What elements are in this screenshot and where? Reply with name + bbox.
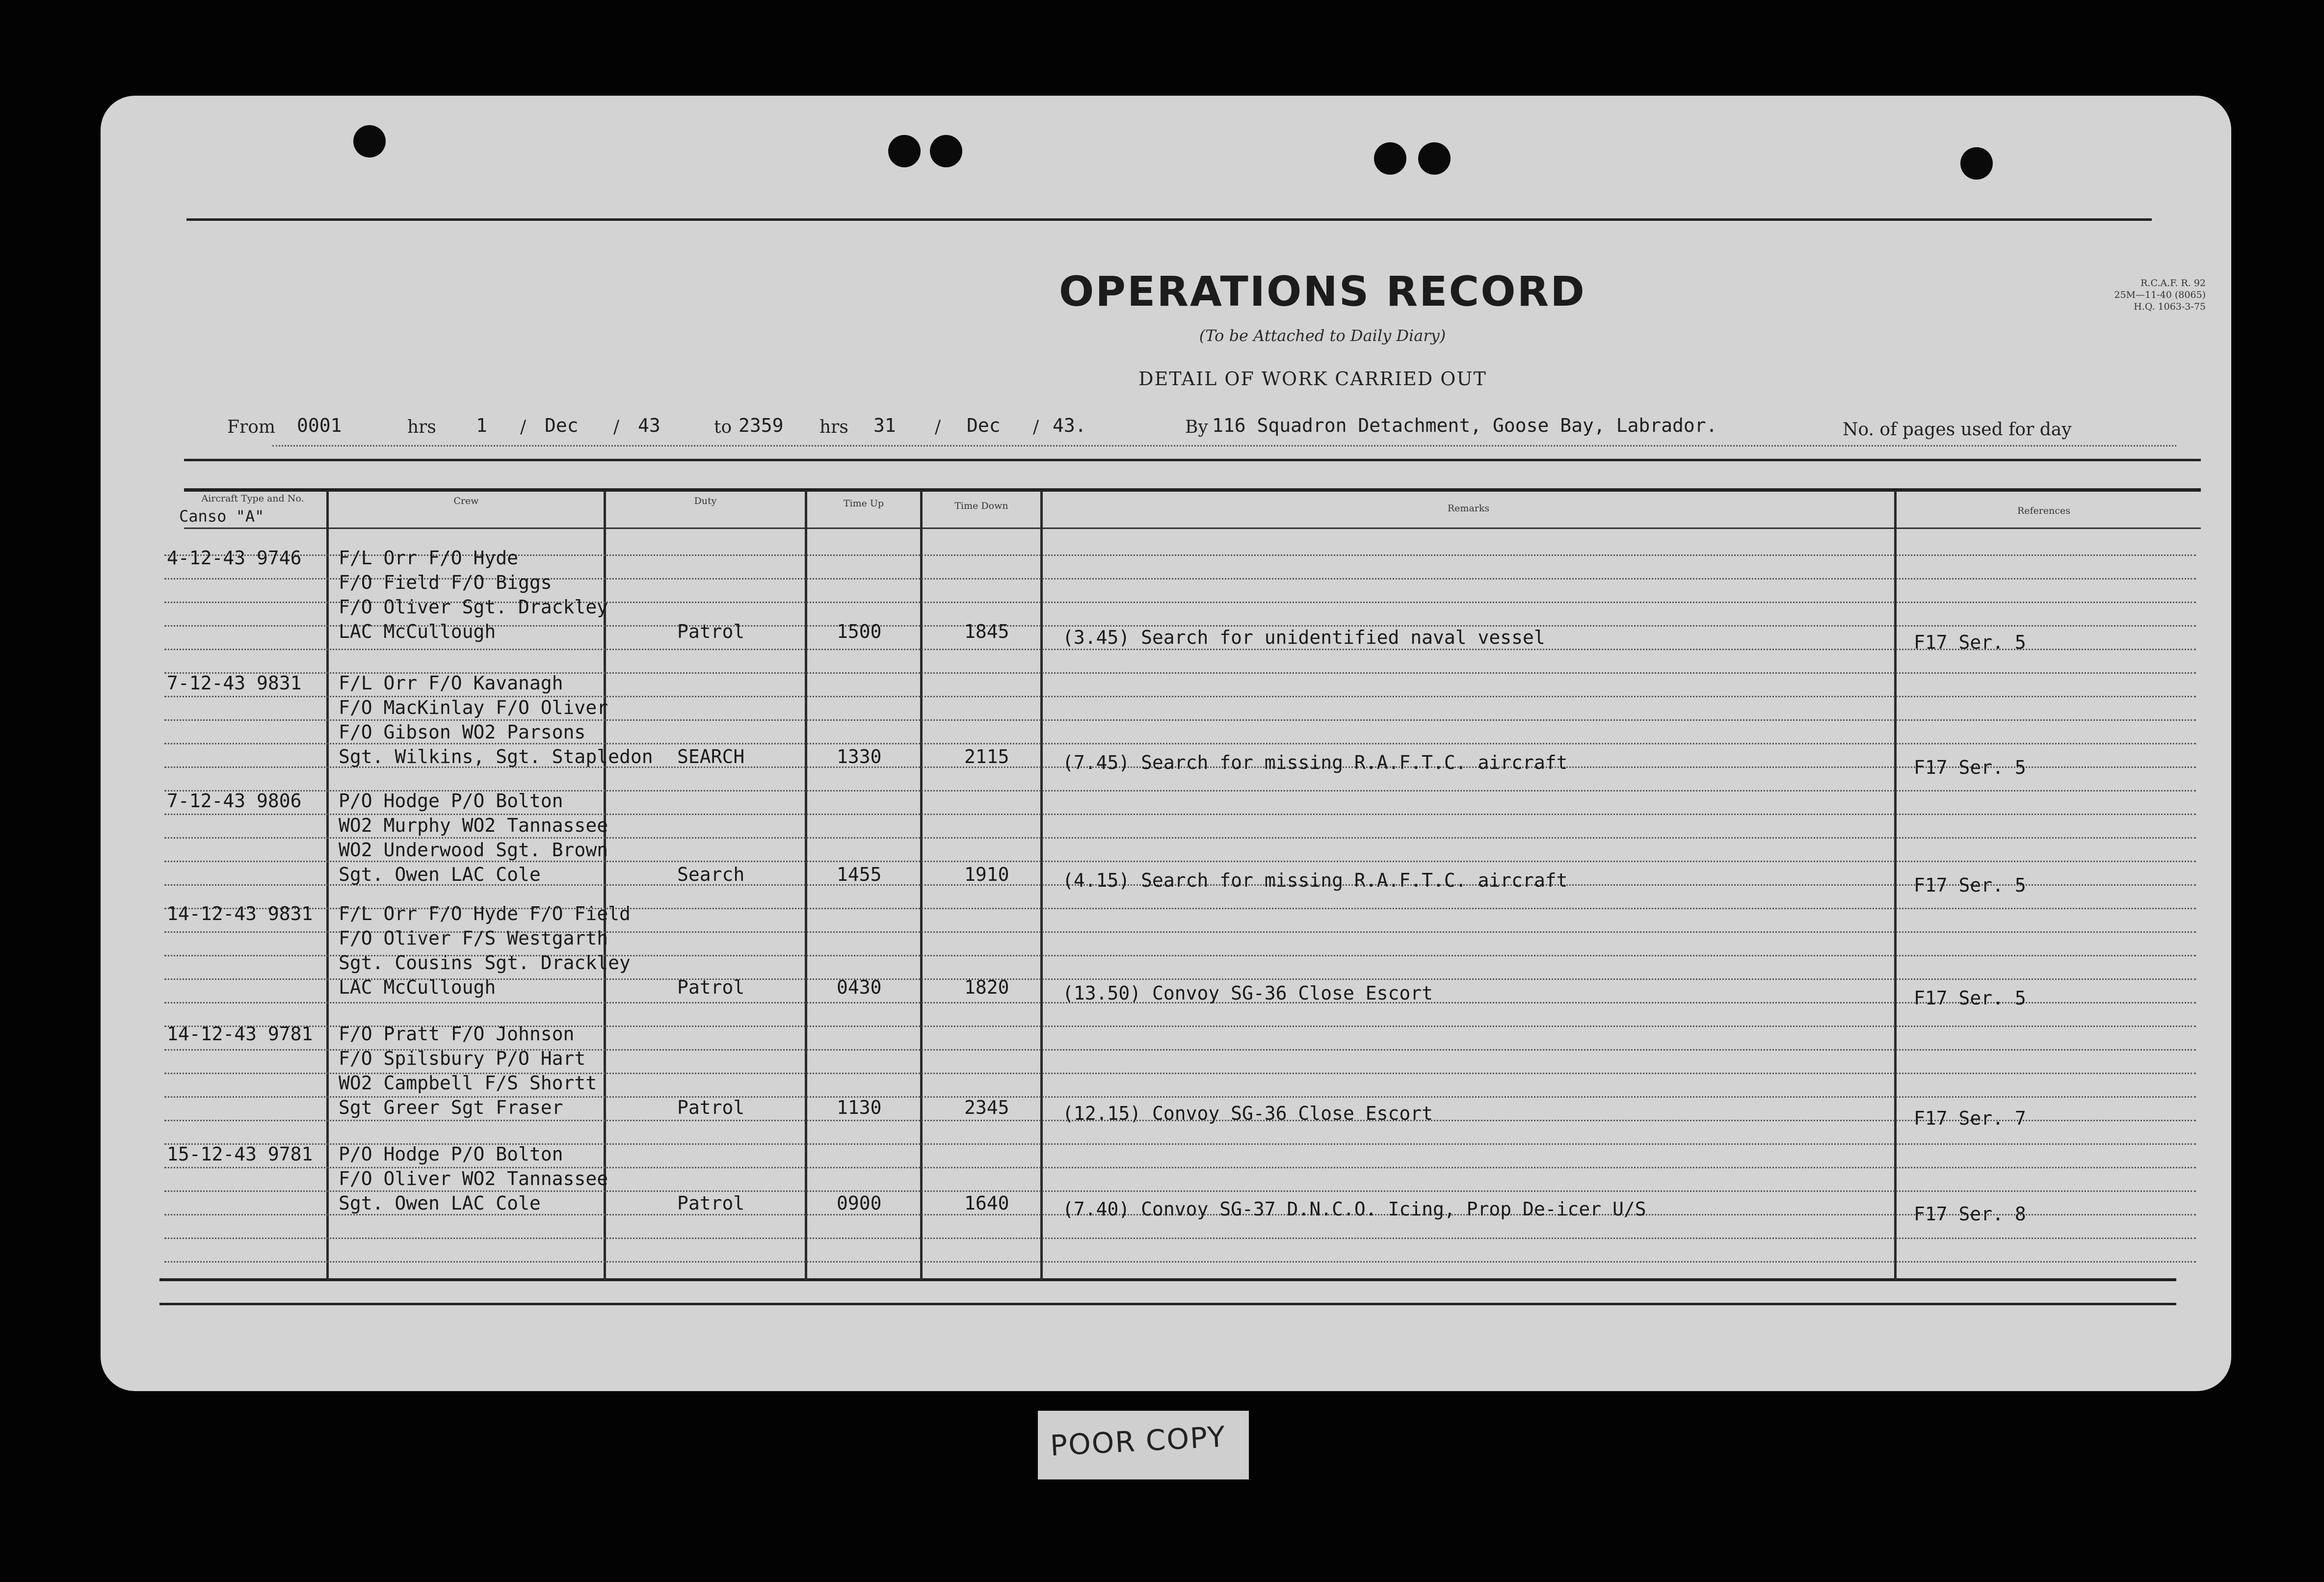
col-divider-6	[1894, 491, 1897, 1281]
col-divider-1	[326, 491, 329, 1281]
to-day: 31	[873, 415, 896, 436]
col-divider-3	[805, 491, 807, 1281]
period-dotted-line	[272, 445, 2176, 447]
header-bottom-rule	[184, 527, 2201, 529]
header-remarks: Remarks	[1447, 503, 1490, 514]
punch-hole-1	[353, 125, 386, 158]
form-number-line-1: R.C.A.F. R. 92	[2140, 278, 2206, 289]
entry-remarks: (7.40) Convoy SG-37 D.N.C.O. Icing, Prop De-icer U/S	[1062, 1198, 1646, 1220]
entry-reference: F17 Ser. 5	[1914, 632, 2026, 653]
ruling-line	[164, 719, 2196, 721]
to-time: 2359	[739, 415, 784, 436]
entry-reference: F17 Ser. 5	[1914, 987, 2026, 1009]
header-time-down: Time Down	[954, 501, 1008, 511]
header-aircraft: Aircraft Type and No.	[201, 493, 304, 504]
hrs-label-2: hrs	[819, 417, 848, 437]
punch-hole-4	[1374, 142, 1406, 175]
unit-name: 116 Squadron Detachment, Goose Bay, Labrador.	[1212, 415, 1717, 436]
top-rule	[186, 218, 2152, 221]
aircraft-type-value: Canso "A"	[179, 507, 264, 526]
slash-3: /	[935, 417, 941, 437]
entry-duty: Patrol	[677, 1097, 745, 1118]
entry-crew-line: WO2 Campbell F/S Shortt	[339, 1072, 597, 1094]
header-references: References	[2017, 505, 2071, 516]
entry-crew-line: Sgt. Owen LAC Cole	[339, 864, 541, 885]
ruling-line	[164, 743, 2196, 744]
entry-time-up: 0900	[837, 1192, 882, 1214]
entry-time-down: 1845	[964, 621, 1009, 642]
to-month: Dec	[967, 415, 1001, 436]
entry-crew-line: LAC McCullough	[339, 621, 496, 642]
table-bottom-rule-2	[159, 1303, 2176, 1305]
table-top-rule-1	[184, 459, 2201, 461]
entry-crew-line: P/O Hodge P/O Bolton	[339, 790, 563, 812]
entry-crew-line: P/O Hodge P/O Bolton	[339, 1143, 563, 1165]
from-time: 0001	[297, 415, 342, 436]
entry-time-up: 1330	[837, 746, 882, 767]
entry-remarks: (3.45) Search for unidentified naval vessel	[1062, 627, 1545, 648]
detail-heading: DETAIL OF WORK CARRIED OUT	[1138, 368, 1487, 390]
entry-crew-line: F/O MacKinlay F/O Oliver	[339, 697, 608, 718]
ruling-line	[164, 1190, 2196, 1192]
entry-time-down: 1910	[964, 864, 1009, 885]
punch-hole-6	[1960, 147, 1993, 180]
entry-crew-line: F/O Oliver WO2 Tannassee	[339, 1168, 608, 1189]
entry-crew-line: WO2 Underwood Sgt. Brown	[339, 839, 608, 861]
entry-crew-line: F/O Gibson WO2 Parsons	[339, 721, 586, 743]
entry-remarks: (7.45) Search for missing R.A.F.T.C. aircraft	[1062, 752, 1568, 773]
entry-crew-line: F/O Field F/O Biggs	[339, 572, 552, 593]
ruling-line	[164, 649, 2196, 650]
entry-time-down: 1820	[964, 976, 1009, 998]
entry-time-up: 1500	[837, 621, 882, 642]
entry-duty: Search	[677, 864, 745, 885]
entry-crew-line: F/L Orr F/O Hyde	[339, 547, 519, 569]
entry-time-up: 1455	[837, 864, 882, 885]
entry-crew-line: F/O Oliver F/S Westgarth	[339, 927, 608, 949]
header-duty: Duty	[694, 496, 717, 506]
entry-remarks: (13.50) Convoy SG-36 Close Escort	[1062, 982, 1433, 1004]
entry-crew-line: F/O Pratt F/O Johnson	[339, 1023, 575, 1045]
entry-aircraft: 14-12-43 9831	[167, 903, 313, 924]
entry-aircraft: 7-12-43 9806	[167, 790, 302, 812]
ruling-line	[164, 837, 2196, 839]
slash-4: /	[1033, 417, 1039, 437]
form-number-line-2: 25M—11-40 (8065)	[2114, 290, 2206, 300]
entry-duty: Patrol	[677, 1192, 745, 1214]
entry-aircraft: 14-12-43 9781	[167, 1023, 313, 1045]
col-divider-5	[1040, 491, 1043, 1281]
entry-duty: Patrol	[677, 976, 745, 998]
entry-reference: F17 Ser. 8	[1914, 1203, 2026, 1225]
entry-crew-line: F/L Orr F/O Kavanagh	[339, 672, 563, 694]
punch-hole-2	[888, 135, 921, 167]
entry-aircraft: 15-12-43 9781	[167, 1143, 313, 1165]
header-time-up: Time Up	[843, 498, 884, 509]
entry-crew-line: Sgt Greer Sgt Fraser	[339, 1097, 563, 1118]
entry-time-down: 2345	[964, 1097, 1009, 1118]
entry-crew-line: Sgt. Owen LAC Cole	[339, 1192, 541, 1214]
entry-time-up: 1130	[837, 1097, 882, 1118]
ruling-line	[164, 1238, 2196, 1239]
entry-reference: F17 Ser. 5	[1914, 874, 2026, 896]
ruling-line	[164, 1261, 2196, 1263]
punch-hole-5	[1418, 142, 1451, 175]
entry-duty: SEARCH	[677, 746, 745, 767]
header-crew: Crew	[453, 496, 479, 506]
entry-crew-line: F/O Spilsbury P/O Hart	[339, 1048, 586, 1069]
entry-remarks: (12.15) Convoy SG-36 Close Escort	[1062, 1103, 1433, 1124]
hrs-label-1: hrs	[407, 417, 436, 437]
entry-crew-line: WO2 Murphy WO2 Tannassee	[339, 815, 608, 836]
entry-crew-line: Sgt. Cousins Sgt. Drackley	[339, 952, 631, 974]
table-bottom-rule-1	[159, 1278, 2176, 1281]
entry-aircraft: 7-12-43 9831	[167, 672, 302, 694]
entry-crew-line: F/L Orr F/O Hyde F/O Field	[339, 903, 631, 924]
from-month: Dec	[545, 415, 579, 436]
slash-1: /	[520, 417, 527, 437]
poor-copy-text: POOR COPY	[1049, 1420, 1227, 1463]
entry-reference: F17 Ser. 7	[1914, 1107, 2026, 1129]
form-number-line-3: H.Q. 1063-3-75	[2134, 301, 2206, 312]
poor-copy-stamp	[1038, 1411, 1249, 1479]
form-number	[2000, 277, 2206, 313]
entry-reference: F17 Ser. 5	[1914, 757, 2026, 778]
entry-aircraft: 4-12-43 9746	[167, 547, 302, 569]
from-day: 1	[476, 415, 487, 436]
punch-hole-3	[930, 135, 962, 167]
table-top-rule-2	[184, 488, 2201, 492]
by-label: By	[1185, 417, 1208, 437]
entry-crew-line: Sgt. Wilkins, Sgt. Stapledon	[339, 746, 653, 767]
entry-time-up: 0430	[837, 976, 882, 998]
to-label: to	[714, 417, 732, 437]
form-title: OPERATIONS RECORD	[1058, 267, 1586, 316]
form-subtitle: (To be Attached to Daily Diary)	[1199, 326, 1446, 345]
entry-crew-line: LAC McCullough	[339, 976, 496, 998]
to-year: 43.	[1053, 415, 1086, 436]
ruling-line	[164, 861, 2196, 862]
operations-record-card	[101, 96, 2231, 1391]
entry-time-down: 2115	[964, 746, 1009, 767]
entry-remarks: (4.15) Search for missing R.A.F.T.C. aircraft	[1062, 870, 1568, 891]
entry-duty: Patrol	[677, 621, 745, 642]
entry-time-down: 1640	[964, 1192, 1009, 1214]
from-label: From	[227, 417, 275, 437]
entry-crew-line: F/O Oliver Sgt. Drackley	[339, 596, 608, 618]
col-divider-4	[920, 491, 923, 1281]
from-year: 43	[638, 415, 660, 436]
slash-2: /	[613, 417, 620, 437]
pages-label: No. of pages used for day	[1843, 420, 2072, 440]
